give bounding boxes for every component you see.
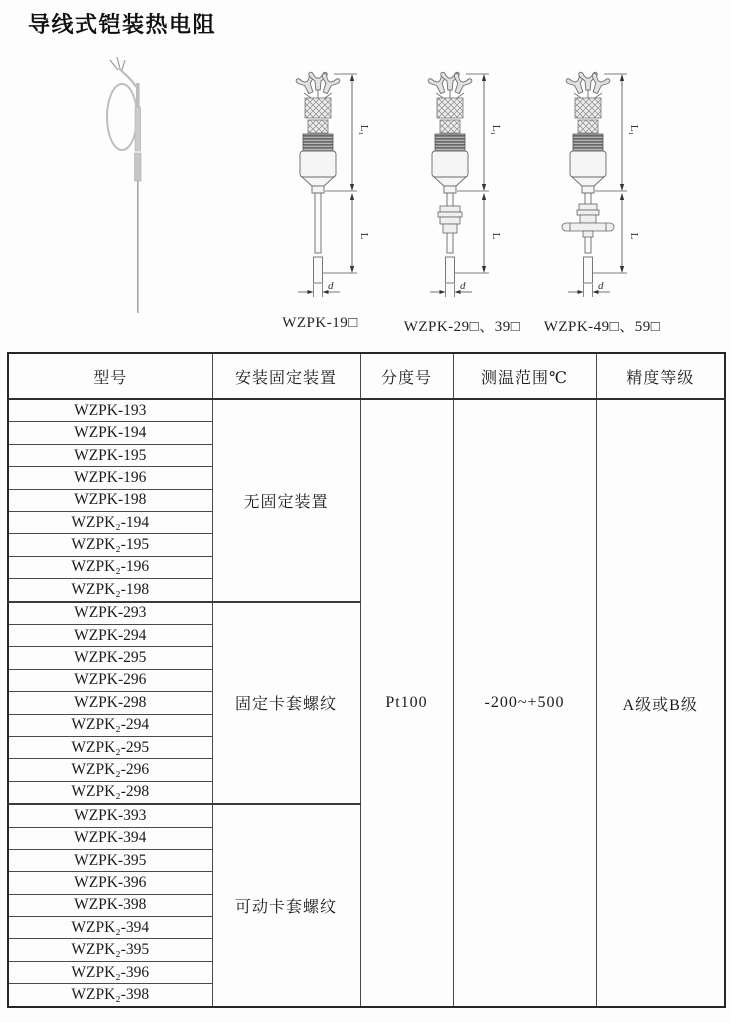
dim-label-l1: L₁ <box>490 124 502 136</box>
diagram-wzpk-19 <box>256 60 376 310</box>
model-cell: WZPK₂-194 <box>8 511 212 533</box>
model-cell: WZPK-293 <box>8 602 212 625</box>
model-cell: WZPK-398 <box>8 894 212 916</box>
column-header-mounting: 安装固定装置 <box>212 353 360 399</box>
spec-table <box>7 352 726 1008</box>
table-row <box>8 399 725 422</box>
model-cell: WZPK₂-298 <box>8 781 212 804</box>
dim-label-l: L <box>358 232 370 240</box>
spec-table-body <box>8 399 725 1007</box>
model-cell: WZPK-294 <box>8 625 212 647</box>
column-header-accuracy: 精度等级 <box>596 353 725 399</box>
mounting-device-cell: 固定卡套螺纹 <box>212 602 360 805</box>
range-cell: -200~+500 <box>453 399 596 1007</box>
mounting-device-cell: 无固定装置 <box>212 399 360 602</box>
figure-caption-2: WZPK-29□、39□ <box>403 319 521 335</box>
column-header-range: 测温范围℃ <box>453 353 596 399</box>
model-cell: WZPK-196 <box>8 467 212 489</box>
accuracy-cell: A级或B级 <box>596 399 725 1007</box>
figure-caption-3: WZPK-49□、59□ <box>543 319 661 335</box>
dim-label-d: d <box>460 280 466 292</box>
mounting-device-cell: 可动卡套螺纹 <box>212 804 360 1007</box>
model-cell: WZPK₂-296 <box>8 759 212 781</box>
diagram-wzpk-29-39 <box>388 60 508 310</box>
model-cell: WZPK₂-394 <box>8 917 212 939</box>
column-header-model: 型号 <box>8 353 212 399</box>
model-cell: WZPK₂-395 <box>8 939 212 961</box>
spec-table-header <box>8 353 725 399</box>
dim-label-l: L <box>490 232 502 240</box>
model-cell: WZPK-393 <box>8 804 212 827</box>
model-cell: WZPK-396 <box>8 872 212 894</box>
model-cell: WZPK₂-396 <box>8 961 212 983</box>
model-cell: WZPK-194 <box>8 422 212 444</box>
model-cell: WZPK₂-295 <box>8 736 212 758</box>
model-cell: WZPK-395 <box>8 849 212 871</box>
dim-label-l: L <box>628 232 640 240</box>
dim-label-l1: L₁ <box>358 124 370 136</box>
model-cell: WZPK-296 <box>8 669 212 691</box>
dim-label-l1: L₁ <box>628 124 640 136</box>
model-cell: WZPK₂-195 <box>8 534 212 556</box>
diagram-wzpk-49-59 <box>526 60 646 310</box>
column-header-graduation: 分度号 <box>360 353 453 399</box>
model-cell: WZPK-394 <box>8 827 212 849</box>
model-cell: WZPK₂-294 <box>8 714 212 736</box>
model-cell: WZPK-295 <box>8 647 212 669</box>
model-cell: WZPK-198 <box>8 489 212 511</box>
dim-label-d: d <box>598 280 604 292</box>
graduation-cell: Pt100 <box>360 399 453 1007</box>
model-cell: WZPK₂-196 <box>8 556 212 578</box>
model-cell: WZPK₂-398 <box>8 984 212 1007</box>
probe-photo <box>80 55 215 317</box>
page-title: 导线式铠装热电阻 <box>28 12 217 37</box>
figure-caption-1: WZPK-19□ <box>282 315 358 331</box>
header-row <box>8 353 725 399</box>
dim-label-d: d <box>328 280 334 292</box>
model-cell: WZPK-298 <box>8 692 212 714</box>
model-cell: WZPK-195 <box>8 444 212 466</box>
model-cell: WZPK₂-198 <box>8 579 212 602</box>
model-cell: WZPK-193 <box>8 399 212 422</box>
